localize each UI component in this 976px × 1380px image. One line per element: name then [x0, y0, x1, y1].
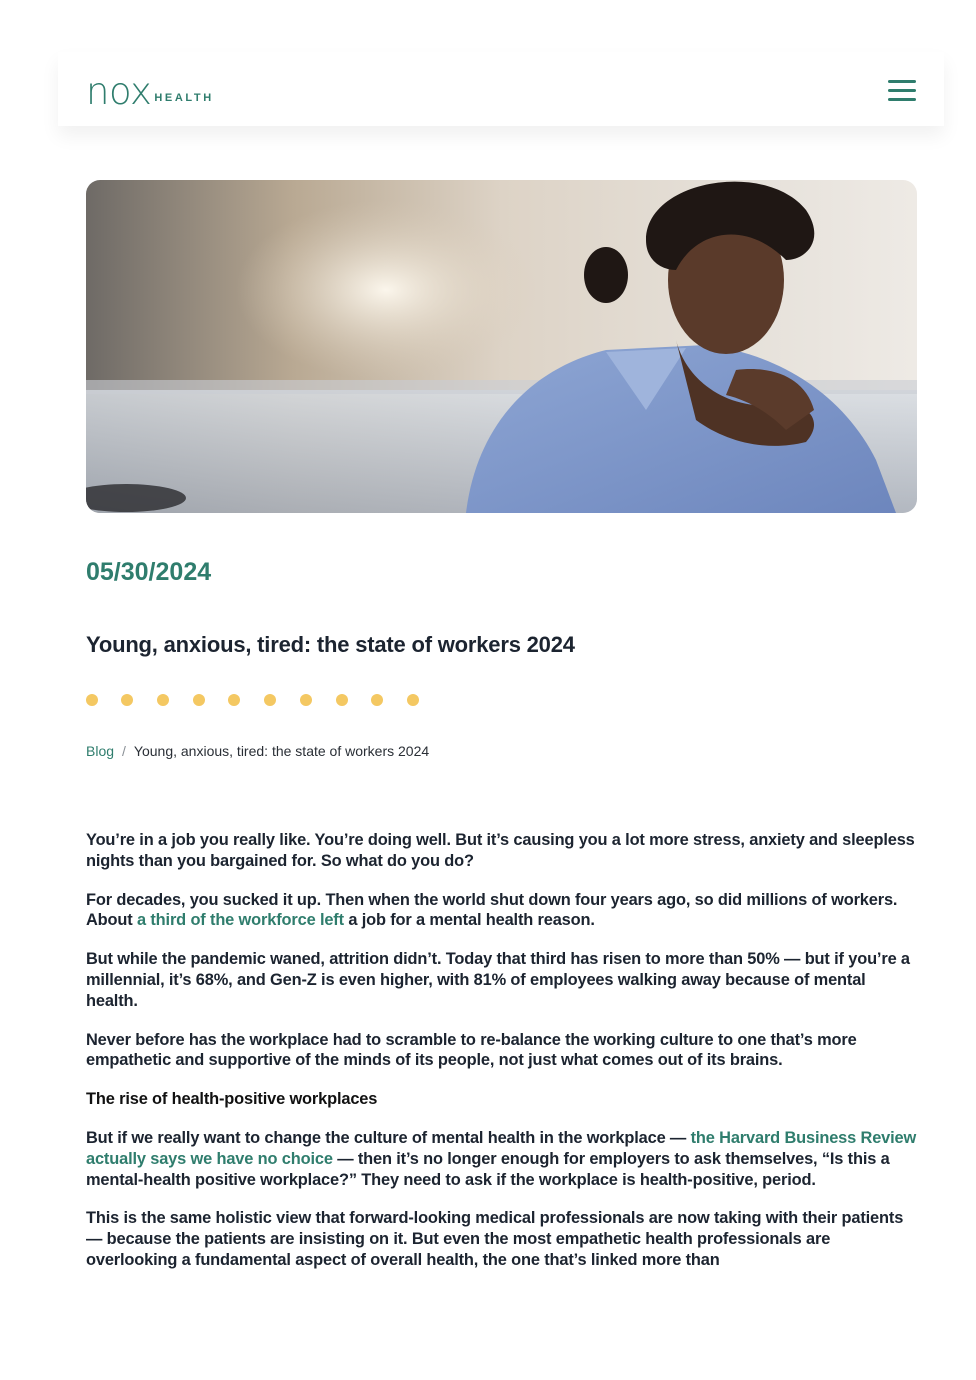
dot: [371, 694, 383, 706]
article-paragraph: Never before has the workplace had to scramble to re-balance the working culture to one that’s more empathetic and supportive of the minds of its people, not just what comes out of its brains.: [86, 1030, 857, 1070]
logo-wordmark: nox: [86, 70, 152, 113]
dot: [300, 694, 312, 706]
text: — then it’s no longer enough for employers to ask themselves, “Is this a mental-health positive workplace?” They need to ask if the workplace is health-positive, period.: [86, 1149, 890, 1189]
text: For decades, you sucked it up. Then when the world shut down four years ago, so did millions of workers. About: [86, 890, 898, 930]
article-paragraph: This is the same holistic view that forward-looking medical professionals are now taking with their patients — because the patients are insisting on it. But even the most empathetic health professionals are overlooking a fundamental aspect of overall health, the one that’s linked more than: [86, 1209, 904, 1269]
dot: [264, 694, 276, 706]
logo-subtext: HEALTH: [154, 92, 214, 104]
article-paragraph: [86, 1128, 918, 1190]
workforce-left-link[interactable]: a third of the workforce left: [137, 911, 344, 930]
dot: [157, 694, 169, 706]
article-body: [86, 830, 918, 1289]
post-date: 05/30/2024: [86, 558, 212, 586]
text: But if we really want to change the culture of mental health in the workplace —: [86, 1128, 691, 1147]
dot: [407, 694, 419, 706]
dot: [121, 694, 133, 706]
dot: [228, 694, 240, 706]
hero-image: [86, 180, 917, 513]
dot: [193, 694, 205, 706]
breadcrumb-blog-link[interactable]: Blog: [86, 743, 115, 759]
dot: [336, 694, 348, 706]
article-paragraph: But while the pandemic waned, attrition didn’t. Today that third has risen to more than 50% — but if you’re a millennial, it’s 68%, and Gen-Z is even higher, with 81% of employees walking away because of mental health.: [86, 950, 910, 1010]
nox-health-logo[interactable]: [86, 70, 214, 113]
harvard-business-review-link[interactable]: the Harvard Business Review actually says we have no choice: [86, 1128, 917, 1168]
article-paragraph: [86, 890, 918, 932]
breadcrumb-current: Young, anxious, tired: the state of workers 2024: [133, 743, 430, 759]
site-header: [58, 52, 944, 126]
text: a job for a mental health reason.: [343, 911, 595, 930]
breadcrumb: [86, 743, 429, 759]
article-paragraph: You’re in a job you really like. You’re doing well. But it’s causing you a lot more stress, anxiety and sleepless nights than you bargained for. So what do you do?: [86, 831, 915, 870]
post-title: Young, anxious, tired: the state of workers 2024: [86, 632, 575, 657]
dot: [86, 694, 98, 706]
hamburger-menu-icon[interactable]: [888, 80, 916, 102]
breadcrumb-separator: /: [122, 743, 126, 759]
article-subheading: The rise of health-positive workplaces: [86, 1090, 378, 1109]
